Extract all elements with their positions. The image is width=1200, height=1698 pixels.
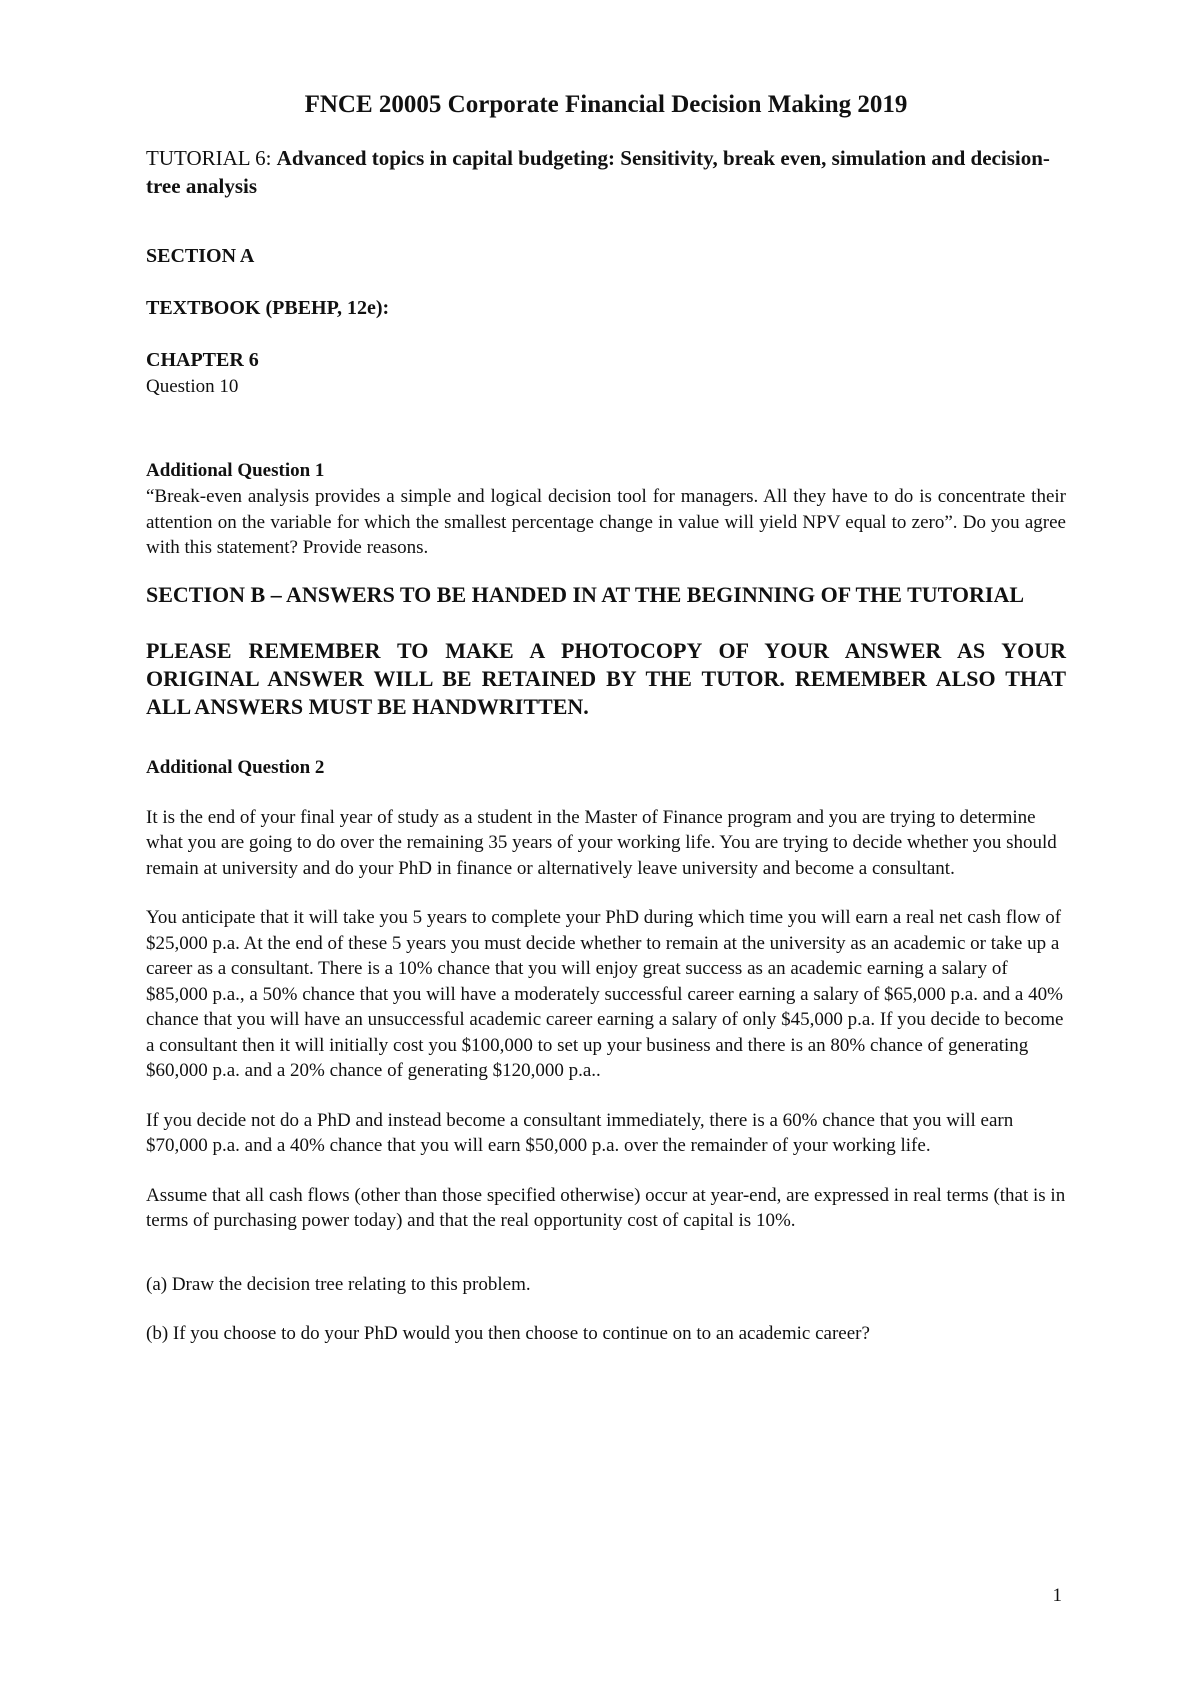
question-2-part-b: (b) If you choose to do your PhD would you then choose to continue on to an academic career? [146, 1323, 870, 1344]
document-title: FNCE 20005 Corporate Financial Decision Making 2019 [304, 91, 908, 118]
chapter-heading: CHAPTER 6 [146, 349, 259, 371]
spacer [146, 200, 1066, 242]
spacer [146, 322, 1066, 346]
spacer [146, 781, 1066, 805]
tutorial-topic: Advanced topics in capital budgeting: Sensitivity, break even, simulation and decision-tree analysis [146, 146, 1050, 198]
textbook-heading: TEXTBOOK (PBEHP, 12e): [146, 297, 390, 319]
question-2-paragraph-4: Assume that all cash flows (other than those specified otherwise) occur at year-end, are expressed in real terms (that is in terms of purchasing power today) and that the real opportunity cost of capital is 10%. [146, 1184, 1066, 1231]
page-content [146, 88, 1066, 1347]
question-2-part-a: (a) Draw the decision tree relating to this problem. [146, 1273, 531, 1295]
question-2-paragraph-2: You anticipate that it will take you 5 years to complete your PhD during which time you will earn a real net cash flow of $25,000 p.a. At the end of these 5 years you must decide whether to remain at the university as an academic or take up a career as a consultant. There is a 10% chance that you will enjoy great success as an academic earning a salary of $85,000 p.a., a 50% chance that you will have a moderately successful career earning a salary of $65,000 p.a. and a 40% chance that you will have an unsuccessful academic career earning a salary of only $45,000 p.a. If you decide to become a consultant then it will initially cost you $100,000 to set up your business and there is an 80% chance of generating $60,000 p.a. and a 20% chance of generating $120,000 p.a.. [146, 907, 1064, 1081]
spacer [146, 561, 1066, 581]
tutorial-heading [146, 144, 1066, 200]
question-reference: Question 10 [146, 376, 239, 397]
spacer [146, 609, 1066, 637]
page-number: 1 [1052, 1585, 1062, 1606]
spacer [146, 1084, 1066, 1108]
tutorial-prefix: TUTORIAL 6: [146, 146, 277, 170]
spacer [146, 721, 1066, 755]
spacer [146, 881, 1066, 905]
additional-question-1-text: “Break-even analysis provides a simple and logical decision tool for managers. All they have to do is concentrate their attention on the variable for which the smallest percentage change in value will yield NPV equal to zero”. Do you agree with this statement? Provide reasons. [146, 486, 1066, 558]
spacer [146, 1297, 1066, 1321]
photocopy-notice: PLEASE REMEMBER TO MAKE A PHOTOCOPY OF YOUR ANSWER AS YOUR ORIGINAL ANSWER WILL BE RETAINED BY THE TUTOR. REMEMBER ALSO THAT ALL ANSWERS MUST BE HANDWRITTEN. [146, 637, 1066, 719]
section-b-heading: SECTION B – ANSWERS TO BE HANDED IN AT THE BEGINNING OF THE TUTORIAL [146, 581, 1025, 607]
spacer [146, 400, 1066, 458]
spacer [146, 1159, 1066, 1183]
additional-question-1-title: Additional Question 1 [146, 460, 325, 481]
spacer [146, 270, 1066, 294]
question-2-paragraph-1: It is the end of your final year of study as a student in the Master of Finance program and you are trying to determine what you are going to do over the remaining 35 years of your working life. You are trying to decide whether you should remain at university and do your PhD in finance or alternatively leave university and become a consultant. [146, 806, 1057, 879]
section-a-heading: SECTION A [146, 245, 255, 267]
question-2-paragraph-3: If you decide not do a PhD and instead become a consultant immediately, there is a 60% chance that you will earn $70,000 p.a. and a 40% chance that you will earn $50,000 p.a. over the remainder of your working life. [146, 1109, 1014, 1156]
spacer [146, 1234, 1066, 1272]
additional-question-2-title: Additional Question 2 [146, 756, 325, 778]
